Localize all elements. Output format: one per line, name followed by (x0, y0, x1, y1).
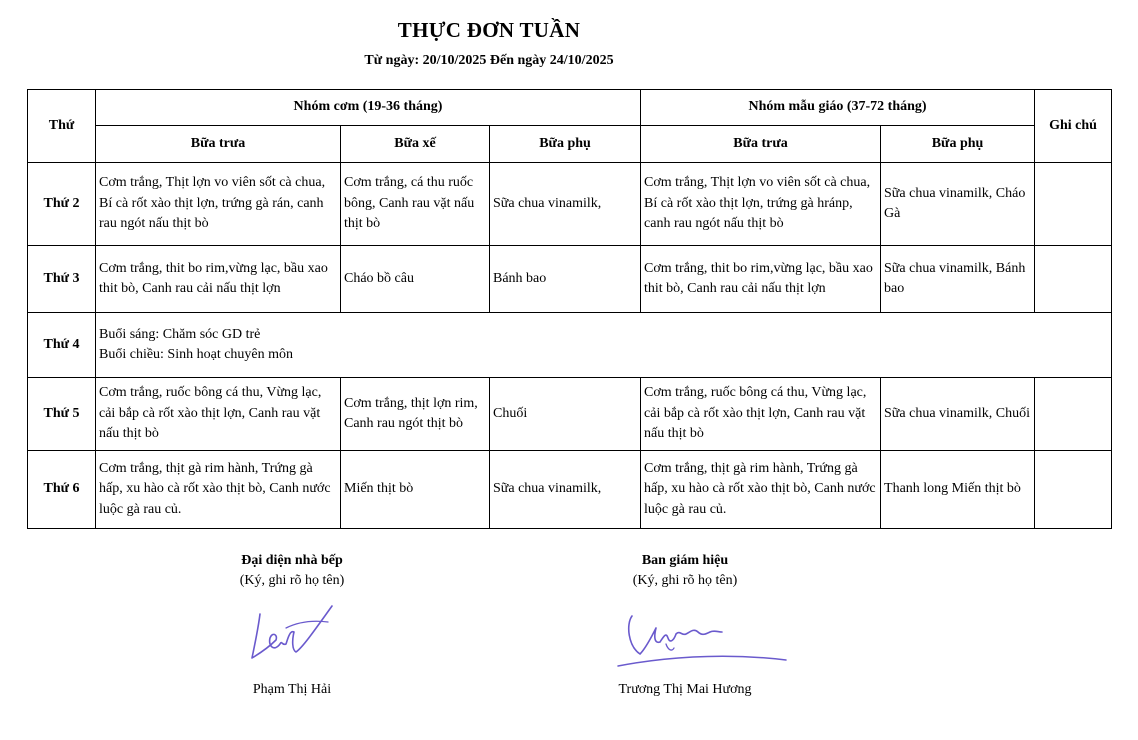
table-row (28, 313, 1112, 378)
morning-activity: Buổi sáng: Chăm sóc GD trẻ (99, 326, 261, 342)
full-day-activity-cell (96, 313, 1112, 378)
kinder-snack-cell: Thanh long Miến thịt bò (881, 451, 1035, 529)
header-notes: Ghi chú (1035, 90, 1112, 163)
header-rice-afternoon: Bữa xế (341, 126, 490, 163)
kinder-lunch-cell: Cơm trắng, thịt gà rim hành, Trứng gà hấp, xu hào cà rốt xào thịt bò, Canh nước luộc gà rau củ. (641, 451, 881, 529)
day-cell: Thứ 5 (28, 378, 96, 451)
notes-cell (1035, 378, 1112, 451)
board-signature-block (585, 553, 785, 589)
header-group-kinder: Nhóm mẫu giáo (37-72 tháng) (641, 90, 1035, 126)
day-cell: Thứ 3 (28, 246, 96, 313)
kinder-lunch-cell: Cơm trắng, Thịt lợn vo viên sốt cà chua, Bí cà rốt xào thịt lợn, trứng gà hránp, canh rau ngót nấu thịt bò (641, 163, 881, 246)
header-day: Thứ (28, 90, 96, 163)
rice-afternoon-cell: Cơm trắng, thịt lợn rim, Canh rau ngót thịt bò (341, 378, 490, 451)
kitchen-signer-name: Phạm Thị Hải (252, 682, 332, 697)
day-cell: Thứ 2 (28, 163, 96, 246)
kinder-snack-cell: Sữa chua vinamilk, Cháo Gà (881, 163, 1035, 246)
rice-lunch-cell: Cơm trắng, Thịt lợn vo viên sốt cà chua, Bí cà rốt xào thịt lợn, trứng gà rán, canh rau ngót nấu thịt bò (96, 163, 341, 246)
header-row-meals (28, 126, 1112, 163)
board-role: Ban giám hiệu (641, 553, 729, 568)
rice-snack-cell: Sữa chua vinamilk, (490, 451, 641, 529)
table-row (28, 246, 1112, 313)
kinder-snack-cell: Sữa chua vinamilk, Bánh bao (881, 246, 1035, 313)
day-cell: Thứ 4 (28, 313, 96, 378)
day-cell: Thứ 6 (28, 451, 96, 529)
header-kinder-snack: Bữa phụ (881, 126, 1035, 163)
rice-lunch-cell: Cơm trắng, thịt gà rim hành, Trứng gà hấp, xu hào cà rốt xào thịt bò, Canh nước luộc gà rau củ. (96, 451, 341, 529)
notes-cell (1035, 451, 1112, 529)
kitchen-role: Đại diện nhà bếp (241, 553, 343, 568)
board-signer-name: Trương Thị Mai Hương (618, 682, 752, 697)
header-row-group (28, 90, 1112, 126)
afternoon-activity: Buổi chiều: Sinh hoạt chuyên môn (99, 347, 294, 362)
kinder-lunch-cell: Cơm trắng, ruốc bông cá thu, Vừng lạc, cải bắp cà rốt xào thịt lợn, Canh rau vặt nấu thịt bò (641, 378, 881, 451)
table-row (28, 378, 1112, 451)
notes-cell (1035, 246, 1112, 313)
rice-snack-cell: Chuối (490, 378, 641, 451)
kinder-lunch-cell: Cơm trắng, thit bo rim,vừng lạc, bầu xao thit bò, Canh rau cải nấu thịt lợn (641, 246, 881, 313)
date-range: Từ ngày: 20/10/2025 Đến ngày 24/10/2025 (364, 53, 614, 68)
header-group-rice: Nhóm cơm (19-36 tháng) (96, 90, 641, 126)
header-kinder-lunch: Bữa trưa (641, 126, 881, 163)
rice-afternoon-cell: Cháo bồ câu (341, 246, 490, 313)
kinder-snack-cell: Sữa chua vinamilk, Chuối (881, 378, 1035, 451)
rice-snack-cell: Sữa chua vinamilk, (490, 163, 641, 246)
weekly-menu-table (27, 89, 1112, 529)
header-rice-lunch: Bữa trưa (96, 126, 341, 163)
kitchen-sign-note: (Ký, ghi rõ họ tên) (239, 573, 345, 588)
kitchen-signature-block (192, 553, 392, 589)
board-handwritten-signature (610, 606, 790, 672)
rice-afternoon-cell: Miến thịt bò (341, 451, 490, 529)
page-title: THỰC ĐƠN TUẦN (397, 18, 581, 42)
board-sign-note: (Ký, ghi rõ họ tên) (632, 573, 738, 588)
notes-cell (1035, 163, 1112, 246)
rice-snack-cell: Bánh bao (490, 246, 641, 313)
kitchen-handwritten-signature (242, 600, 342, 668)
rice-lunch-cell: Cơm trắng, ruốc bông cá thu, Vừng lạc, cải bắp cà rốt xào thịt lợn, Canh rau vặt nấu thịt bò (96, 378, 341, 451)
rice-afternoon-cell: Cơm trắng, cá thu ruốc bông, Canh rau vặt nấu thịt bò (341, 163, 490, 246)
table-row (28, 163, 1112, 246)
header-rice-snack: Bữa phụ (490, 126, 641, 163)
table-row (28, 451, 1112, 529)
rice-lunch-cell: Cơm trắng, thit bo rim,vừng lạc, bầu xao thit bò, Canh rau cải nấu thịt lợn (96, 246, 341, 313)
